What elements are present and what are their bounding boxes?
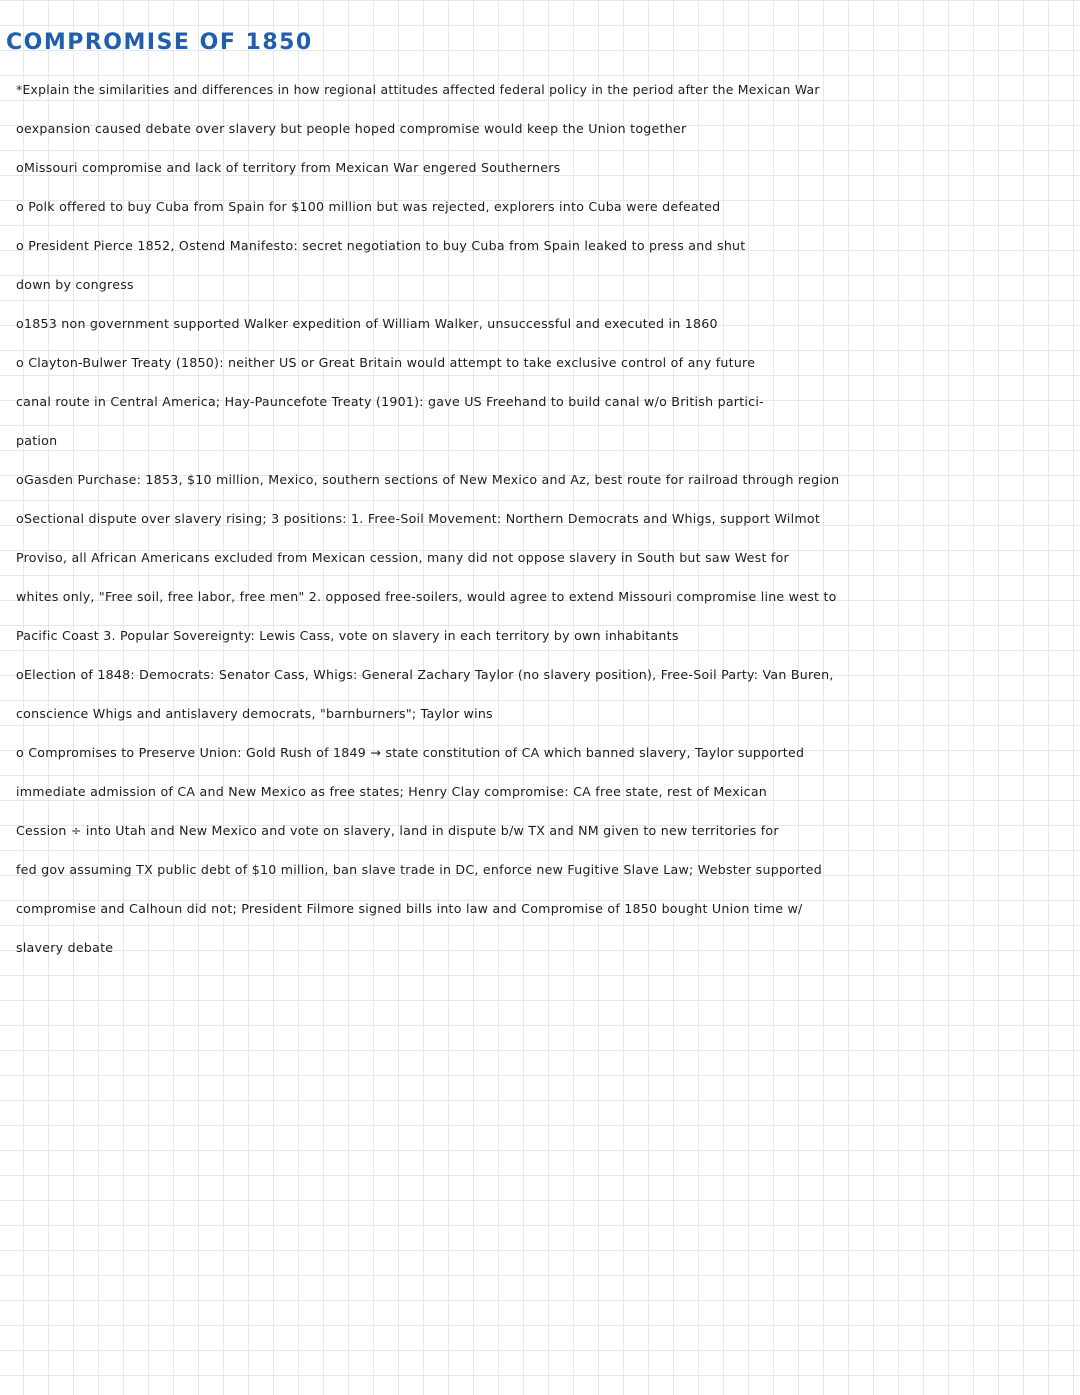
note-line: Cession ÷ into Utah and New Mexico and vote on slavery, land in dispute b/w TX and NM given to new territories for [16, 823, 779, 838]
note-line: o President Pierce 1852, Ostend Manifesto: secret negotiation to buy Cuba from Spain leaked to press and shut [16, 238, 746, 253]
note-line: oSectional dispute over slavery rising; 3 positions: 1. Free-Soil Movement: Northern Democrats and Whigs, support Wilmot [16, 511, 821, 526]
note-line: o Clayton-Bulwer Treaty (1850): neither US or Great Britain would attempt to take exclusive control of any future [16, 355, 756, 370]
prompt-line: *Explain the similarities and differences in how regional attitudes affected federal policy in the period after the Mexican War [16, 82, 820, 97]
note-line: down by congress [16, 277, 134, 292]
note-line: whites only, "Free soil, free labor, free men" 2. opposed free-soilers, would agree to extend Missouri compromise line west to [16, 589, 837, 604]
note-line: oMissouri compromise and lack of territory from Mexican War engered Southerners [16, 160, 561, 175]
note-line: canal route in Central America; Hay-Pauncefote Treaty (1901): gave US Freehand to build canal w/o British partici- [16, 394, 764, 409]
note-line: o Compromises to Preserve Union: Gold Rush of 1849 → state constitution of CA which banned slavery, Taylor supported [16, 745, 805, 760]
note-line: fed gov assuming TX public debt of $10 million, ban slave trade in DC, enforce new Fugitive Slave Law; Webster supported [16, 862, 822, 877]
page-title: COMPROMISE OF 1850 [6, 30, 313, 55]
note-line: o Polk offered to buy Cuba from Spain for $100 million but was rejected, explorers into Cuba were defeated [16, 199, 721, 214]
note-line: Pacific Coast 3. Popular Sovereignty: Lewis Cass, vote on slavery in each territory by own inhabitants [16, 628, 679, 643]
note-line: compromise and Calhoun did not; President Filmore signed bills into law and Compromise of 1850 bought Union time w/ [16, 901, 803, 916]
note-line: conscience Whigs and antislavery democrats, "barnburners"; Taylor wins [16, 706, 493, 721]
note-line: pation [16, 433, 58, 448]
note-line: oGasden Purchase: 1853, $10 million, Mexico, southern sections of New Mexico and Az, best route for railroad through region [16, 472, 840, 487]
note-line: Proviso, all African Americans excluded from Mexican cession, many did not oppose slavery in South but saw West for [16, 550, 789, 565]
note-line: immediate admission of CA and New Mexico as free states; Henry Clay compromise: CA free state, rest of Mexican [16, 784, 768, 799]
note-line: o1853 non government supported Walker expedition of William Walker, unsuccessful and executed in 1860 [16, 316, 718, 331]
note-line: oElection of 1848: Democrats: Senator Cass, Whigs: General Zachary Taylor (no slavery position), Free-Soil Party: Van Buren, [16, 667, 834, 682]
note-line: oexpansion caused debate over slavery but people hoped compromise would keep the Union together [16, 121, 687, 136]
note-line: slavery debate [16, 940, 114, 955]
